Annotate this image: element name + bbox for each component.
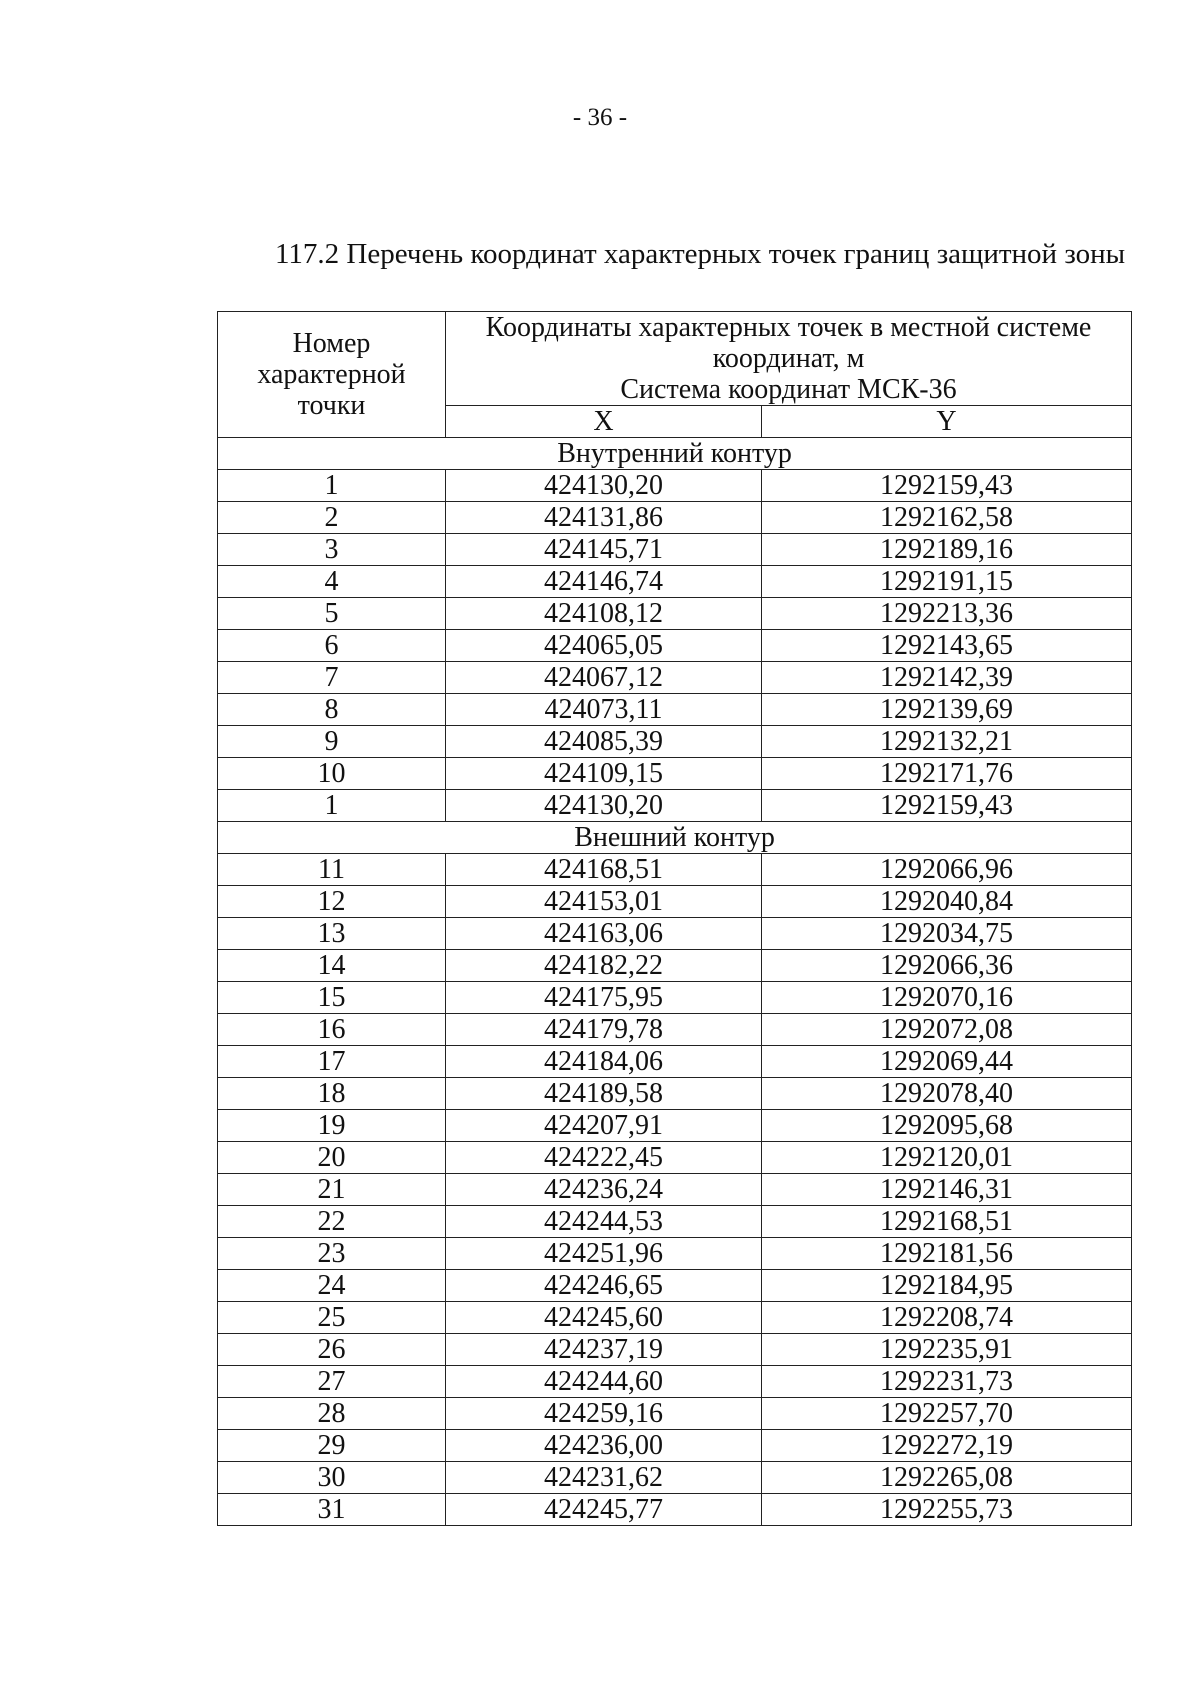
document-title: 117.2 Перечень координат характерных точек границ защитной зоны bbox=[275, 238, 1126, 270]
x-coordinate-cell: 424130,20 bbox=[446, 790, 762, 822]
point-number-cell: 30 bbox=[218, 1462, 446, 1494]
y-coordinate-cell: 1292095,68 bbox=[762, 1110, 1132, 1142]
header-point-line: точки bbox=[297, 390, 366, 421]
table-row bbox=[218, 502, 1132, 534]
x-coordinate-cell: 424109,15 bbox=[446, 758, 762, 790]
y-coordinate-cell: 1292257,70 bbox=[762, 1398, 1132, 1430]
x-coordinate-cell: 424179,78 bbox=[446, 1014, 762, 1046]
header-y: Y bbox=[762, 406, 1132, 438]
point-number-cell: 14 bbox=[218, 950, 446, 982]
point-number-cell: 5 bbox=[218, 598, 446, 630]
table-row bbox=[218, 1110, 1132, 1142]
header-coordinates bbox=[446, 312, 1132, 406]
point-number-cell: 24 bbox=[218, 1270, 446, 1302]
section-title: Внутренний контур bbox=[218, 438, 1132, 470]
y-coordinate-cell: 1292272,19 bbox=[762, 1430, 1132, 1462]
y-coordinate-cell: 1292132,21 bbox=[762, 726, 1132, 758]
table-row bbox=[218, 1366, 1132, 1398]
table-row bbox=[218, 1494, 1132, 1526]
x-coordinate-cell: 424222,45 bbox=[446, 1142, 762, 1174]
table-row bbox=[218, 662, 1132, 694]
header-coords-line: координат, м bbox=[712, 343, 865, 374]
x-coordinate-cell: 424244,60 bbox=[446, 1366, 762, 1398]
page-number: - 36 - bbox=[572, 104, 628, 131]
y-coordinate-cell: 1292159,43 bbox=[762, 790, 1132, 822]
y-coordinate-cell: 1292255,73 bbox=[762, 1494, 1132, 1526]
x-coordinate-cell: 424067,12 bbox=[446, 662, 762, 694]
x-coordinate-cell: 424085,39 bbox=[446, 726, 762, 758]
table-row bbox=[218, 1174, 1132, 1206]
table-row bbox=[218, 1142, 1132, 1174]
x-coordinate-cell: 424168,51 bbox=[446, 854, 762, 886]
y-coordinate-cell: 1292208,74 bbox=[762, 1302, 1132, 1334]
x-coordinate-cell: 424237,19 bbox=[446, 1334, 762, 1366]
table-row bbox=[218, 886, 1132, 918]
y-coordinate-cell: 1292066,36 bbox=[762, 950, 1132, 982]
y-coordinate-cell: 1292159,43 bbox=[762, 470, 1132, 502]
table-row bbox=[218, 726, 1132, 758]
y-coordinate-cell: 1292162,58 bbox=[762, 502, 1132, 534]
x-coordinate-cell: 424065,05 bbox=[446, 630, 762, 662]
x-coordinate-cell: 424244,53 bbox=[446, 1206, 762, 1238]
point-number-cell: 21 bbox=[218, 1174, 446, 1206]
table-row bbox=[218, 1206, 1132, 1238]
table-row bbox=[218, 1430, 1132, 1462]
point-number-cell: 1 bbox=[218, 790, 446, 822]
table-row bbox=[218, 534, 1132, 566]
y-coordinate-cell: 1292181,56 bbox=[762, 1238, 1132, 1270]
y-coordinate-cell: 1292072,08 bbox=[762, 1014, 1132, 1046]
x-coordinate-cell: 424236,00 bbox=[446, 1430, 762, 1462]
y-coordinate-cell: 1292034,75 bbox=[762, 918, 1132, 950]
point-number-cell: 8 bbox=[218, 694, 446, 726]
header-point-line: Номер bbox=[292, 328, 371, 359]
table-row bbox=[218, 854, 1132, 886]
y-coordinate-cell: 1292146,31 bbox=[762, 1174, 1132, 1206]
point-number-cell: 15 bbox=[218, 982, 446, 1014]
point-number-cell: 22 bbox=[218, 1206, 446, 1238]
x-coordinate-cell: 424245,77 bbox=[446, 1494, 762, 1526]
y-coordinate-cell: 1292189,16 bbox=[762, 534, 1132, 566]
y-coordinate-cell: 1292142,39 bbox=[762, 662, 1132, 694]
x-coordinate-cell: 424108,12 bbox=[446, 598, 762, 630]
y-coordinate-cell: 1292143,65 bbox=[762, 630, 1132, 662]
x-coordinate-cell: 424163,06 bbox=[446, 918, 762, 950]
table-row bbox=[218, 1302, 1132, 1334]
y-coordinate-cell: 1292213,36 bbox=[762, 598, 1132, 630]
table-row bbox=[218, 1462, 1132, 1494]
x-coordinate-cell: 424184,06 bbox=[446, 1046, 762, 1078]
y-coordinate-cell: 1292120,01 bbox=[762, 1142, 1132, 1174]
point-number-cell: 9 bbox=[218, 726, 446, 758]
y-coordinate-cell: 1292070,16 bbox=[762, 982, 1132, 1014]
table-row bbox=[218, 790, 1132, 822]
point-number-cell: 1 bbox=[218, 470, 446, 502]
x-coordinate-cell: 424131,86 bbox=[446, 502, 762, 534]
point-number-cell: 10 bbox=[218, 758, 446, 790]
x-coordinate-cell: 424175,95 bbox=[446, 982, 762, 1014]
point-number-cell: 3 bbox=[218, 534, 446, 566]
point-number-cell: 13 bbox=[218, 918, 446, 950]
x-coordinate-cell: 424236,24 bbox=[446, 1174, 762, 1206]
table-row bbox=[218, 598, 1132, 630]
section-title: Внешний контур bbox=[218, 822, 1132, 854]
y-coordinate-cell: 1292139,69 bbox=[762, 694, 1132, 726]
y-coordinate-cell: 1292235,91 bbox=[762, 1334, 1132, 1366]
x-coordinate-cell: 424130,20 bbox=[446, 470, 762, 502]
point-number-cell: 7 bbox=[218, 662, 446, 694]
point-number-cell: 6 bbox=[218, 630, 446, 662]
point-number-cell: 11 bbox=[218, 854, 446, 886]
point-number-cell: 23 bbox=[218, 1238, 446, 1270]
header-point-line: характерной bbox=[257, 359, 406, 390]
point-number-cell: 27 bbox=[218, 1366, 446, 1398]
y-coordinate-cell: 1292168,51 bbox=[762, 1206, 1132, 1238]
header-point-number bbox=[218, 312, 446, 438]
header-x: X bbox=[446, 406, 762, 438]
point-number-cell: 20 bbox=[218, 1142, 446, 1174]
table-row bbox=[218, 918, 1132, 950]
point-number-cell: 12 bbox=[218, 886, 446, 918]
section-row bbox=[218, 438, 1132, 470]
y-coordinate-cell: 1292191,15 bbox=[762, 566, 1132, 598]
point-number-cell: 16 bbox=[218, 1014, 446, 1046]
x-coordinate-cell: 424246,65 bbox=[446, 1270, 762, 1302]
header-coords-line: Система координат МСК-36 bbox=[620, 374, 957, 405]
x-coordinate-cell: 424207,91 bbox=[446, 1110, 762, 1142]
x-coordinate-cell: 424146,74 bbox=[446, 566, 762, 598]
x-coordinate-cell: 424153,01 bbox=[446, 886, 762, 918]
y-coordinate-cell: 1292066,96 bbox=[762, 854, 1132, 886]
table-row bbox=[218, 470, 1132, 502]
x-coordinate-cell: 424245,60 bbox=[446, 1302, 762, 1334]
x-coordinate-cell: 424259,16 bbox=[446, 1398, 762, 1430]
table-row bbox=[218, 630, 1132, 662]
table-row bbox=[218, 1014, 1132, 1046]
x-coordinate-cell: 424231,62 bbox=[446, 1462, 762, 1494]
y-coordinate-cell: 1292265,08 bbox=[762, 1462, 1132, 1494]
table-row bbox=[218, 1270, 1132, 1302]
y-coordinate-cell: 1292171,76 bbox=[762, 758, 1132, 790]
section-row bbox=[218, 822, 1132, 854]
coordinates-table bbox=[217, 311, 1132, 1526]
x-coordinate-cell: 424073,11 bbox=[446, 694, 762, 726]
header-coords-line: Координаты характерных точек в местной системе bbox=[485, 312, 1092, 343]
y-coordinate-cell: 1292078,40 bbox=[762, 1078, 1132, 1110]
y-coordinate-cell: 1292231,73 bbox=[762, 1366, 1132, 1398]
point-number-cell: 31 bbox=[218, 1494, 446, 1526]
table-header bbox=[218, 312, 1132, 438]
table-row bbox=[218, 950, 1132, 982]
table-row bbox=[218, 758, 1132, 790]
point-number-cell: 17 bbox=[218, 1046, 446, 1078]
x-coordinate-cell: 424251,96 bbox=[446, 1238, 762, 1270]
x-coordinate-cell: 424145,71 bbox=[446, 534, 762, 566]
table-row bbox=[218, 1078, 1132, 1110]
point-number-cell: 28 bbox=[218, 1398, 446, 1430]
y-coordinate-cell: 1292040,84 bbox=[762, 886, 1132, 918]
point-number-cell: 18 bbox=[218, 1078, 446, 1110]
x-coordinate-cell: 424189,58 bbox=[446, 1078, 762, 1110]
table-row bbox=[218, 1334, 1132, 1366]
table-body bbox=[218, 438, 1132, 1526]
point-number-cell: 4 bbox=[218, 566, 446, 598]
point-number-cell: 25 bbox=[218, 1302, 446, 1334]
table-row bbox=[218, 1398, 1132, 1430]
table-row bbox=[218, 982, 1132, 1014]
y-coordinate-cell: 1292069,44 bbox=[762, 1046, 1132, 1078]
table-row bbox=[218, 566, 1132, 598]
y-coordinate-cell: 1292184,95 bbox=[762, 1270, 1132, 1302]
table-row bbox=[218, 1238, 1132, 1270]
point-number-cell: 2 bbox=[218, 502, 446, 534]
point-number-cell: 29 bbox=[218, 1430, 446, 1462]
x-coordinate-cell: 424182,22 bbox=[446, 950, 762, 982]
table-row bbox=[218, 694, 1132, 726]
point-number-cell: 19 bbox=[218, 1110, 446, 1142]
point-number-cell: 26 bbox=[218, 1334, 446, 1366]
table-row bbox=[218, 1046, 1132, 1078]
